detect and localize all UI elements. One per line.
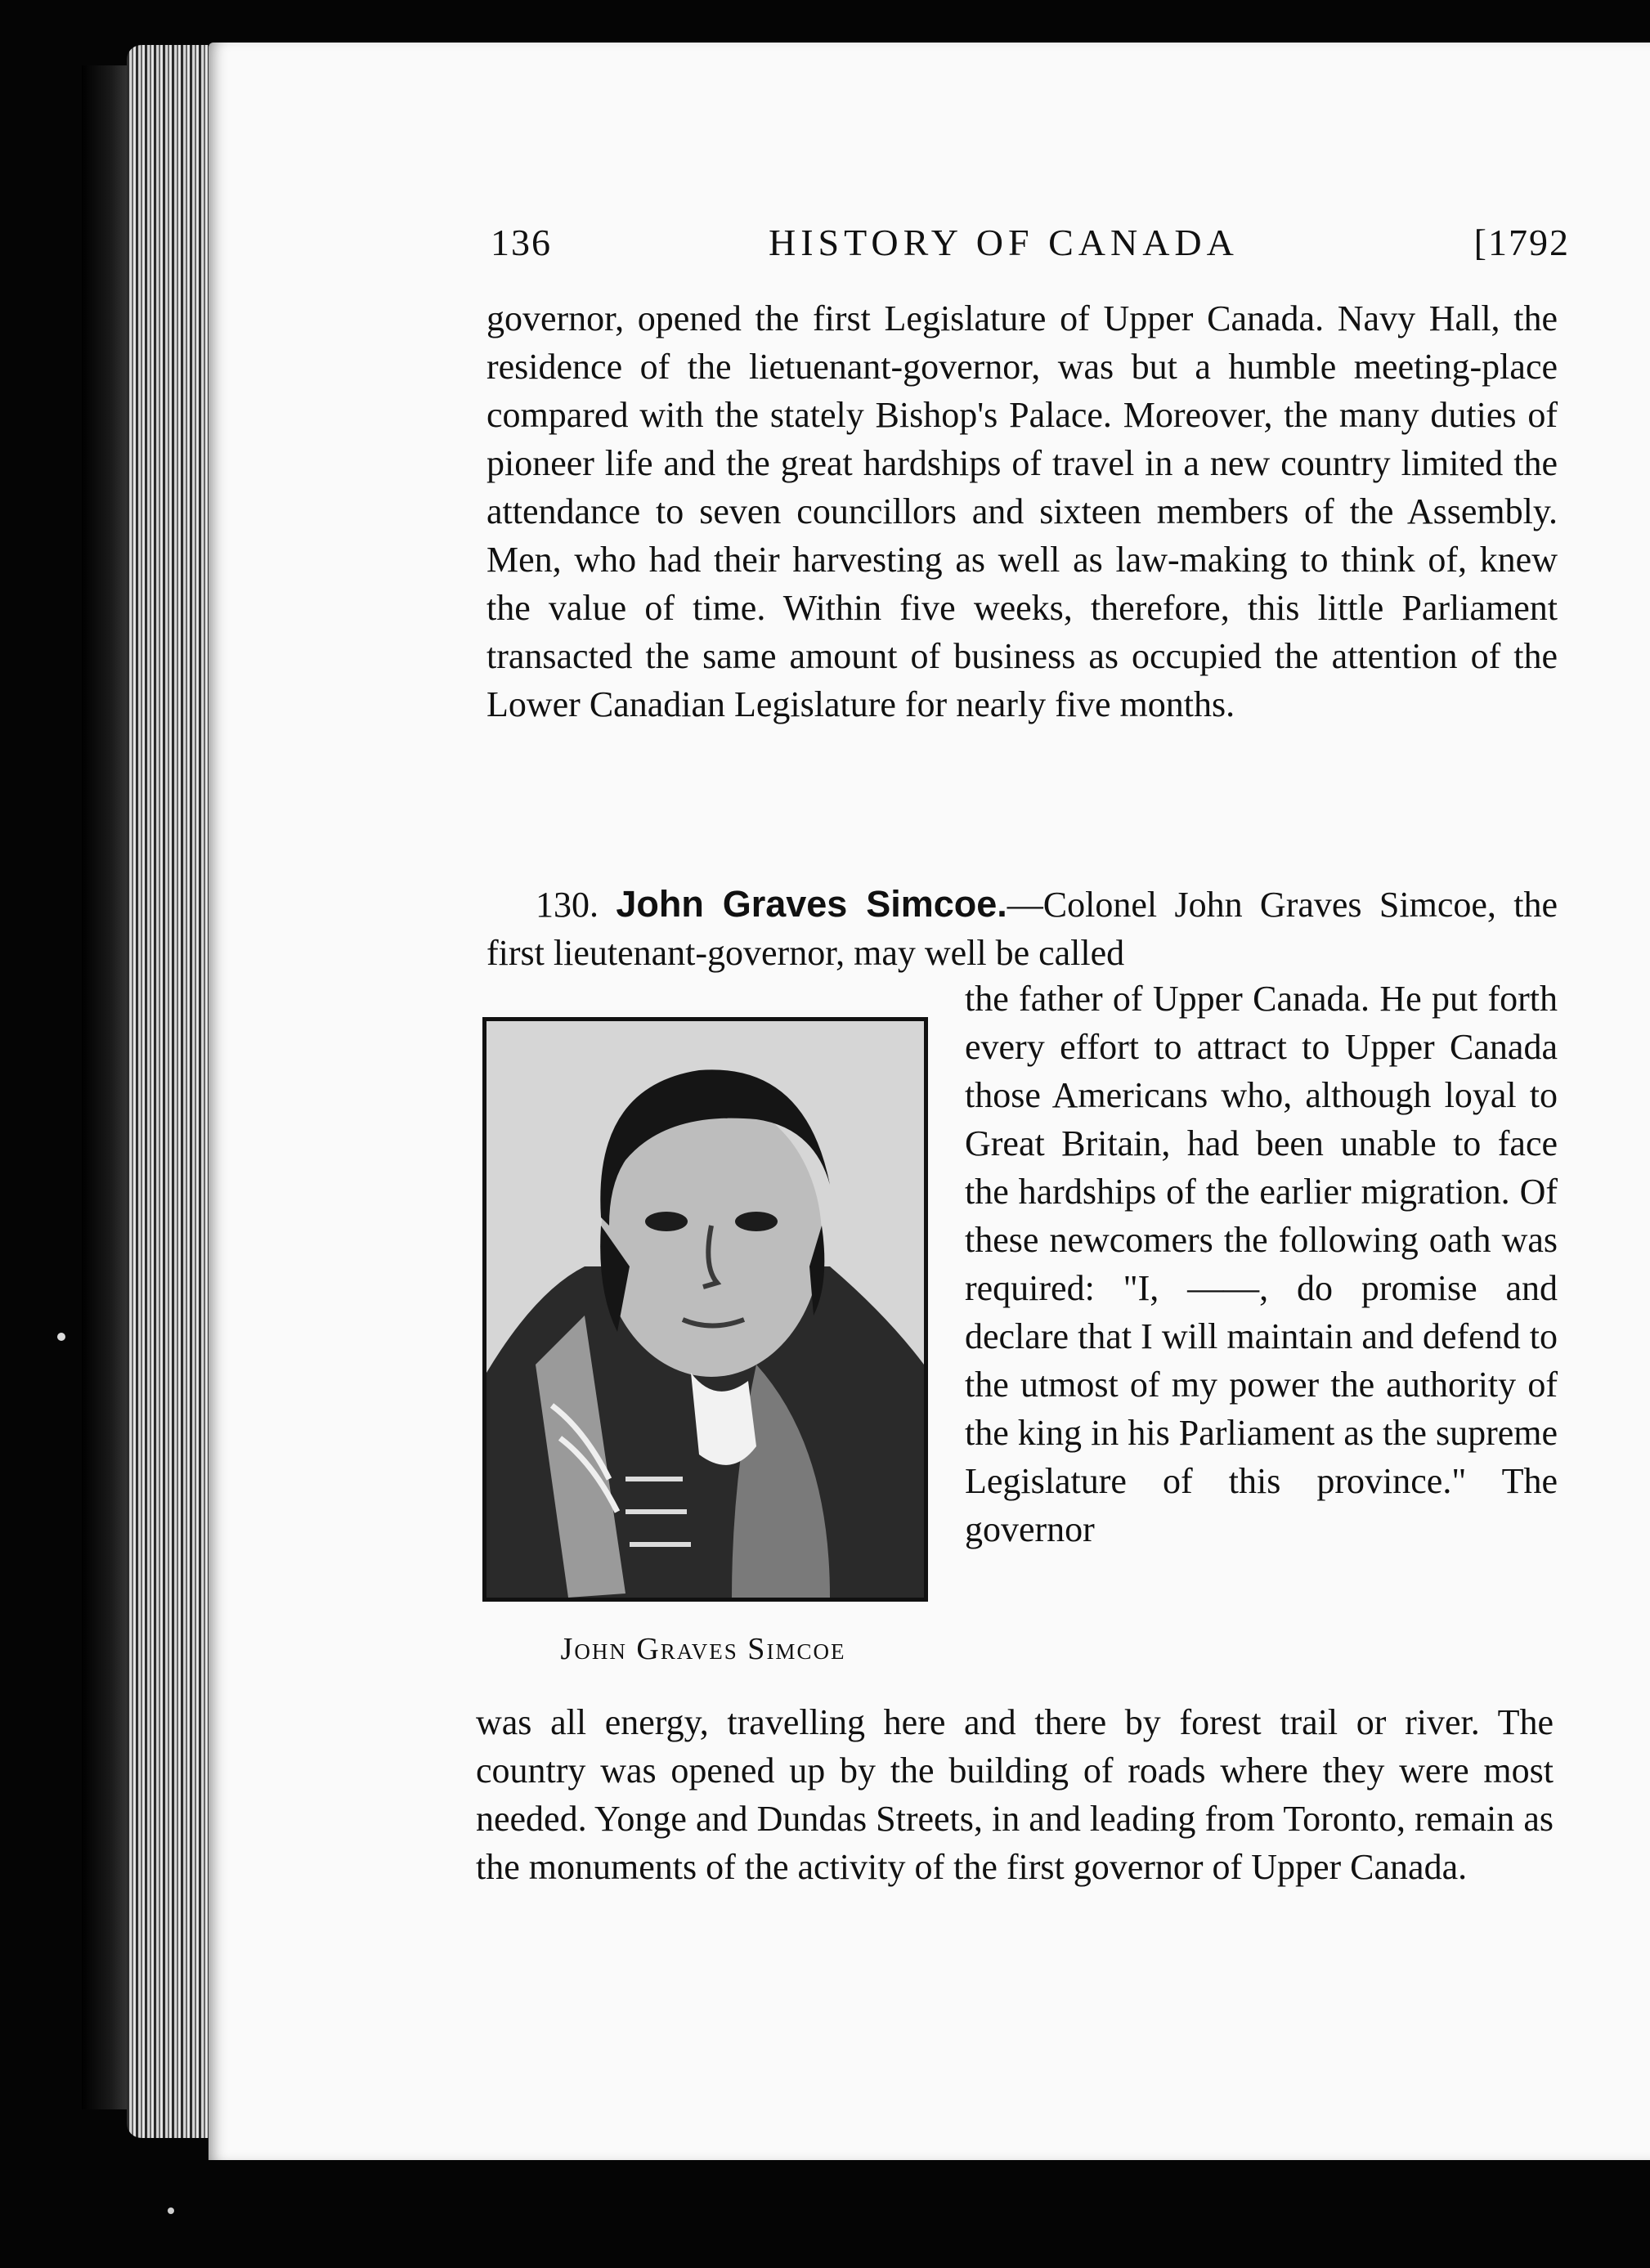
running-title: HISTORY OF CANADA	[769, 222, 1239, 263]
tail-paragraph: was all energy, travelling here and there by forest trail or river. The country was opened up by the building of roads where they were most needed. Yonge and Dundas Streets, in and leading from Toronto, remain as the monuments of the activity of the first governor of Upper Canada.	[476, 1702, 1554, 1887]
portrait-image	[482, 1017, 928, 1602]
page-edges	[127, 45, 208, 2138]
book-spine-shadow	[82, 65, 131, 2109]
page-number: 136	[491, 222, 552, 263]
running-head	[491, 221, 1570, 278]
wrap-paragraph: the father of Upper Canada. He put forth every effort to attract to Upper Canada those Americans who, although loyal to Great Britain, had been unable to face the hardships of the earlier migration. Of these newcomers the following oath was required: "I, ——, do promise and declare that I will maintain and defend to the utmost of my power the authority of the king in his Parliament as the supreme Legislature of this province." The governor	[965, 979, 1558, 1549]
section-lead-text: —Colonel John Graves Simcoe, the first lieutenant-governor, may well be called	[486, 885, 1558, 973]
scan-speck	[57, 1333, 65, 1341]
scan-speck	[168, 2207, 174, 2214]
tail-paragraph-block	[476, 1698, 1554, 1891]
portrait-illustration	[486, 1021, 924, 1598]
figure-caption: John Graves Simcoe	[560, 1632, 846, 1666]
intro-paragraph-block	[486, 294, 1558, 728]
wrap-paragraph-block	[965, 975, 1558, 1553]
section-heading-block	[486, 880, 1558, 977]
section-title: John Graves Simcoe.	[616, 883, 1007, 925]
running-year: [1792	[1473, 222, 1570, 263]
intro-paragraph: governor, opened the first Legislature of Upper Canada. Navy Hall, the residence of the lietuenant-governor, was but a humble meeting-place compared with the stately Bishop's Palace. Moreover, the many duties of pioneer life and the great hardships of travel in a new country limited the attendance to seven councillors and sixteen members of the Assembly. Men, who had their harvesting as well as law-making to think of, knew the value of time. Within five weeks, therefore, this little Parliament transacted the same amount of business as occupied the attention of the Lower Canadian Legislature for nearly five months.	[486, 298, 1558, 724]
section-number: 130.	[536, 885, 599, 925]
